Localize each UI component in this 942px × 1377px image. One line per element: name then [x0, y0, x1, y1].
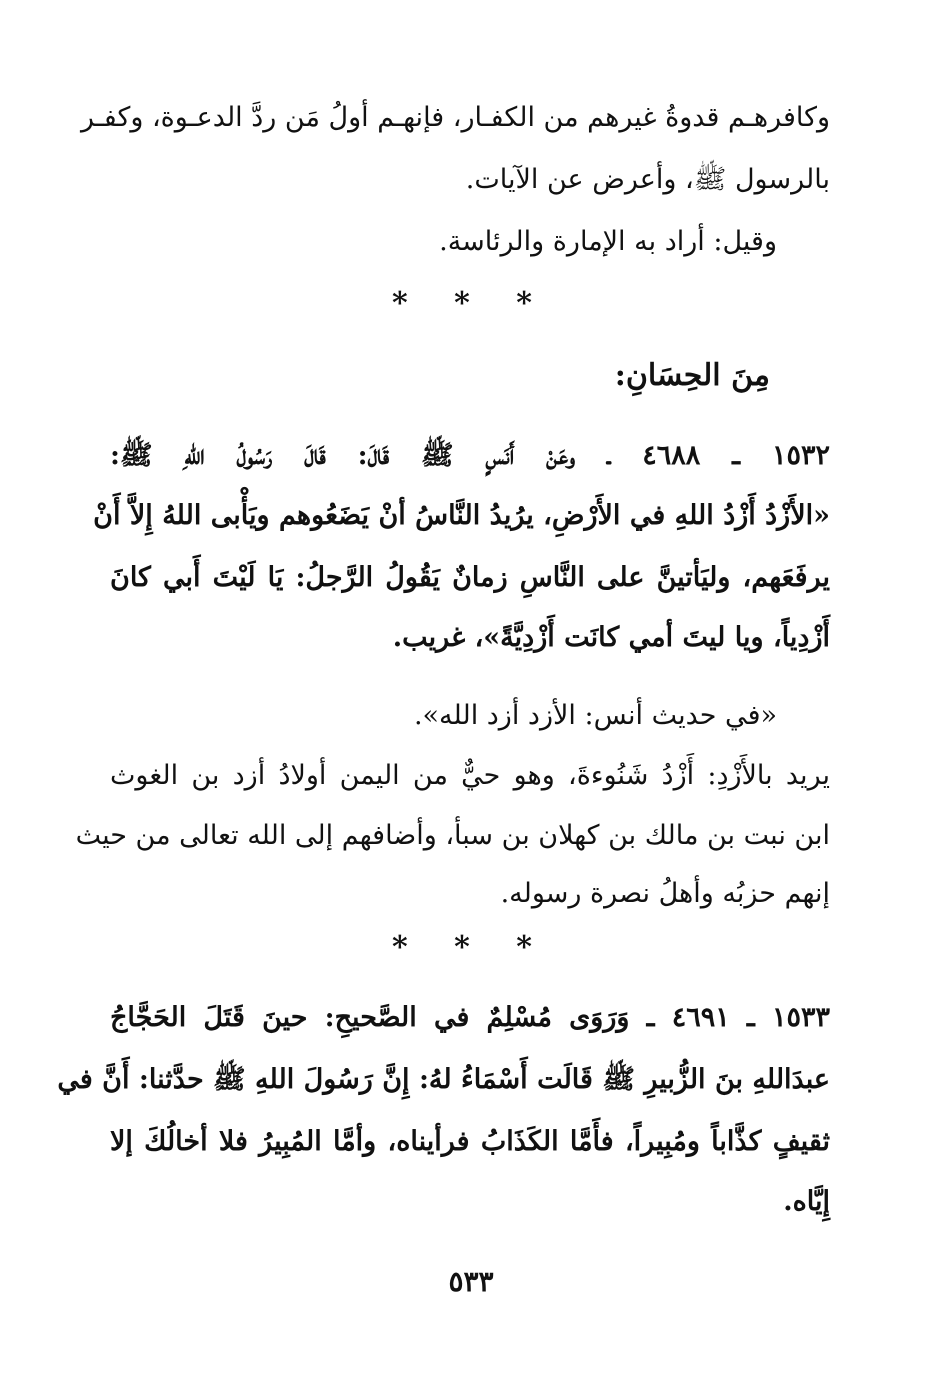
paragraph1-line2: بالرسول ﷺ، وأعرض عن الآيات.: [465, 164, 830, 195]
paragraph1-line3: وقيل: أراد به الإمارة والرئاسة.: [439, 226, 777, 257]
section-separator: * * *: [392, 930, 550, 965]
hadith-1533-line3: ثقيفٍ كذَّاباً ومُبِيراً، فأَمَّا الكَذَابُ فرأيناه، وأمَّا المُبِيرُ فلا أخالُكَ إلا: [110, 1126, 830, 1157]
section-separator: * * *: [392, 286, 550, 321]
commentary-1532-line4: إنهم حزبُه وأهلُ نصرة رسوله.: [500, 878, 830, 909]
page-number: ٥٣٣: [448, 1265, 494, 1298]
commentary-1532-line2: يريد بالأَزْدِ: أَزْدُ شَنُوءةَ، وهو حيٌّ من اليمن أولادُ أزد بن الغوث: [110, 760, 830, 791]
paragraph1-line1: وكافرهـم قدوةُ غيرهم من الكفـار، فإنهـم أولُ مَن ردَّ الدعـوة، وكفـر: [81, 102, 830, 133]
commentary-1532-line3: ابن نبت بن مالك بن كهلان بن سبأ، وأضافهم إلى الله تعالى من حيث: [75, 820, 830, 851]
hadith-1532-line1: ١٥٣٢ ـ ٤٦٨٨ ـ وعَنْ أَنَسٍ ﷺ قَالَ: قَالَ رَسُولُ اللهِ ﷺ:: [110, 440, 830, 471]
hadith-1533-line1: ١٥٣٣ ـ ٤٦٩١ ـ وَرَوَى مُسْلِمٌ في الصَّحيحِ: حينَ قَتَلَ الحَجَّاجُ: [110, 1002, 830, 1033]
hadith-1533-line4: إِيَّاه.: [783, 1186, 830, 1217]
hadith-1533-line2: عبدَاللهِ بنَ الزُّبيرِ ﷺ قَالَت أَسْمَاءُ لهُ: إِنَّ رَسُولَ اللهِ ﷺ حدَّثنا: أَنَّ في: [57, 1064, 830, 1095]
hadith-1532-line4: أَزْدِياً، ويا ليتَ أمي كانَت أَزْدِيَّةً»، غريب.: [392, 622, 830, 653]
section-heading: مِنَ الحِسَانِ:: [614, 358, 770, 393]
hadith-1532-line2: «الأَزْدُ أَزْدُ اللهِ في الأَرْضِ، يرُيدُ النَّاسُ أنْ يَضَعُوهم ويَأْبى اللهُ إِلاَّ أَنْ: [93, 500, 830, 531]
commentary-1532-line1: «في حديث أنس: الأزد أزد الله».: [413, 700, 777, 731]
hadith-1532-line3: يرفَعَهم، وليَأتينَّ على النَّاسِ زمانٌ يَقُولُ الرَّجلُ: يَا لَيْتَ أَبي كانَ: [110, 562, 830, 593]
